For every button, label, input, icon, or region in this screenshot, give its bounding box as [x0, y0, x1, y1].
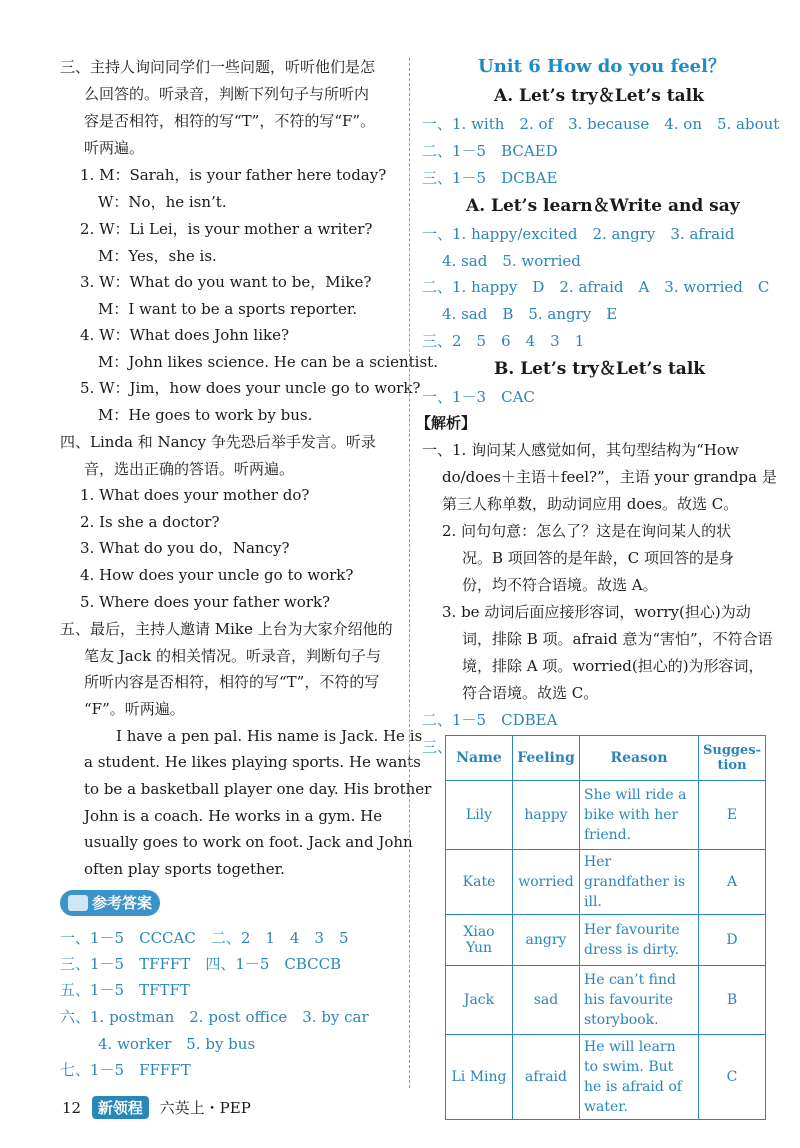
- answer-line: 二、1. happy D 2. afraid A 3. worried C: [422, 278, 770, 296]
- brand-logo: 新领程: [92, 1096, 149, 1119]
- table-cell: afraid: [513, 1035, 580, 1120]
- answer-line: 七、1－5 FFFFT: [60, 1061, 191, 1079]
- table-cell: B: [699, 966, 766, 1035]
- analysis-line: 3. be 动词后面应接形容词，worry(担心)为动: [442, 603, 751, 621]
- table-cell: He will learn to swim. But he is afraid of water.: [580, 1035, 699, 1120]
- answer-line: 一、1. with 2. of 3. because 4. on 5. about: [422, 115, 780, 133]
- answer-line: 六、1. postman 2. post office 3. by car: [60, 1008, 369, 1026]
- q3-intro: 么回答的。听录音，判断下列句子与所听内: [84, 85, 370, 103]
- q5-intro: “F”。听两遍。: [84, 700, 185, 718]
- answer-key-badge: 参考答案: [60, 890, 160, 916]
- table-header-row: [446, 736, 766, 781]
- q3-intro: 容是否相符，相符的写“T”，不符的写“F”。: [84, 112, 376, 130]
- table-header: Reason: [580, 736, 699, 781]
- table-row: [446, 781, 766, 850]
- passage-line: to be a basketball player one day. His brother: [84, 780, 432, 798]
- passage-line: I have a pen pal. His name is Jack. He is: [116, 727, 423, 745]
- table-cell: Her favourite dress is dirty.: [580, 915, 699, 966]
- table-cell: E: [699, 781, 766, 850]
- table-cell: D: [699, 915, 766, 966]
- q4-item: 4. How does your uncle go to work?: [80, 566, 354, 584]
- table-row: [446, 966, 766, 1035]
- answer-line: 三、1－5 TFFFT 四、1－5 CBCCB: [60, 955, 342, 973]
- answer-line: 三、: [422, 738, 453, 756]
- analysis-line: 境，排除 A 项。worried(担心的)为形容词，: [462, 657, 764, 675]
- q3-item: 5. W：Jim，how does your uncle go to work?: [80, 379, 421, 397]
- table-row: [446, 850, 766, 915]
- section-heading: A. Let’s try＆Let’s talk: [494, 86, 704, 106]
- table-cell: He can’t find his favourite storybook.: [580, 966, 699, 1035]
- passage-line: a student. He likes playing sports. He wants: [84, 753, 421, 771]
- q3-item: M：He goes to work by bus.: [98, 406, 313, 424]
- passage-line: often play sports together.: [84, 860, 285, 878]
- unit-title: Unit 6 How do you feel？: [478, 56, 726, 77]
- table-cell: Lily: [446, 781, 513, 850]
- analysis-line: 词，排除 B 项。afraid 意为“害怕”，不符合语: [462, 630, 773, 648]
- q4-intro: 音，选出正确的答语。听两遍。: [84, 460, 295, 478]
- answer-line: 二、1－5 BCAED: [422, 142, 558, 160]
- q4-item: 3. What do you do，Nancy?: [80, 539, 290, 557]
- q5-intro: 所听内容是否相符，相符的写“T”，不符的写: [84, 673, 380, 691]
- q3-item: M：I want to be a sports reporter.: [98, 300, 358, 318]
- passage-line: John is a coach. He works in a gym. He: [84, 807, 383, 825]
- analysis-line: 符合语境。故选 C。: [462, 684, 599, 702]
- q3-item: 1. M：Sarah，is your father here today?: [80, 166, 387, 184]
- book-icon: [68, 895, 88, 911]
- answer-line: 一、1－3 CAC: [422, 388, 535, 406]
- q3-item: 2. W：Li Lei，is your mother a writer?: [80, 220, 373, 238]
- answer-line: 4. worker 5. by bus: [98, 1035, 256, 1053]
- answer-line: 三、2 5 6 4 3 1: [422, 332, 585, 350]
- q5-intro: 笔友 Jack 的相关情况。听录音，判断句子与: [84, 647, 381, 665]
- page-number: 12: [62, 1099, 82, 1117]
- answer-line: 4. sad B 5. angry E: [442, 305, 618, 323]
- section-heading: A. Let’s learn＆Write and say: [466, 196, 740, 216]
- table-cell: Jack: [446, 966, 513, 1035]
- table-cell: worried: [513, 850, 580, 915]
- q4-intro: 四、Linda 和 Nancy 争先恐后举手发言。听录: [60, 433, 376, 451]
- answer-line: 二、1－5 CDBEA: [422, 711, 558, 729]
- analysis-line: 一、1. 询问某人感觉如何，其句型结构为“How: [422, 441, 739, 459]
- analysis-line: 2. 问句句意：怎么了？这是在询问某人的状: [442, 522, 732, 540]
- answer-line: 三、1－5 DCBAE: [422, 169, 558, 187]
- q4-item: 5. Where does your father work?: [80, 593, 331, 611]
- analysis-line: 况。B 项回答的是年龄，C 项回答的是身: [462, 549, 735, 567]
- q3-intro: 听两遍。: [84, 139, 145, 157]
- table-cell: Her grandfather is ill.: [580, 850, 699, 915]
- table-cell: angry: [513, 915, 580, 966]
- q4-item: 2. Is she a doctor?: [80, 513, 220, 531]
- answer-table: [445, 735, 766, 1120]
- answer-line: 五、1－5 TFTFT: [60, 981, 190, 999]
- table-cell: happy: [513, 781, 580, 850]
- table-row: [446, 915, 766, 966]
- analysis-line: 第三人称单数，助动词应用 does。故选 C。: [442, 495, 739, 513]
- book-info: 六英上・PEP: [159, 1099, 251, 1117]
- passage-line: usually goes to work on foot. Jack and John: [84, 833, 413, 851]
- answer-line: 一、1. happy/excited 2. angry 3. afraid: [422, 225, 735, 243]
- table-cell: C: [699, 1035, 766, 1120]
- analysis-line: 份，均不符合语境。故选 A。: [462, 576, 658, 594]
- table-row: [446, 1035, 766, 1120]
- q3-item: M：Yes，she is.: [98, 247, 217, 265]
- analysis-line: do/does＋主语＋feel?”，主语 your grandpa 是: [442, 468, 777, 486]
- analysis-label: 【解析】: [416, 414, 477, 432]
- table-header: Sugges-tion: [699, 736, 766, 781]
- answer-line: 一、1－5 CCCAC 二、2 1 4 3 5: [60, 929, 349, 947]
- page-footer: [62, 1096, 251, 1119]
- q3-item: W：No，he isn’t.: [98, 193, 227, 211]
- q3-item: 3. W：What do you want to be，Mike?: [80, 273, 372, 291]
- section-heading: B. Let’s try＆Let’s talk: [494, 359, 706, 379]
- q3-intro: 三、主持人询问同学们一些问题，听听他们是怎: [60, 58, 376, 76]
- table-header: Name: [446, 736, 513, 781]
- q3-item: M：John likes science. He can be a scientist.: [98, 353, 438, 371]
- answer-line: 4. sad 5. worried: [442, 252, 581, 270]
- table-cell: A: [699, 850, 766, 915]
- column-divider: [409, 58, 410, 1088]
- q4-item: 1. What does your mother do?: [80, 486, 310, 504]
- table-cell: Li Ming: [446, 1035, 513, 1120]
- table-cell: Kate: [446, 850, 513, 915]
- table-cell: sad: [513, 966, 580, 1035]
- table-cell: Xiao Yun: [446, 915, 513, 966]
- table-cell: She will ride a bike with her friend.: [580, 781, 699, 850]
- table-header: Feeling: [513, 736, 580, 781]
- q5-intro: 五、最后，主持人邀请 Mike 上台为大家介绍他的: [60, 620, 393, 638]
- q3-item: 4. W：What does John like?: [80, 326, 290, 344]
